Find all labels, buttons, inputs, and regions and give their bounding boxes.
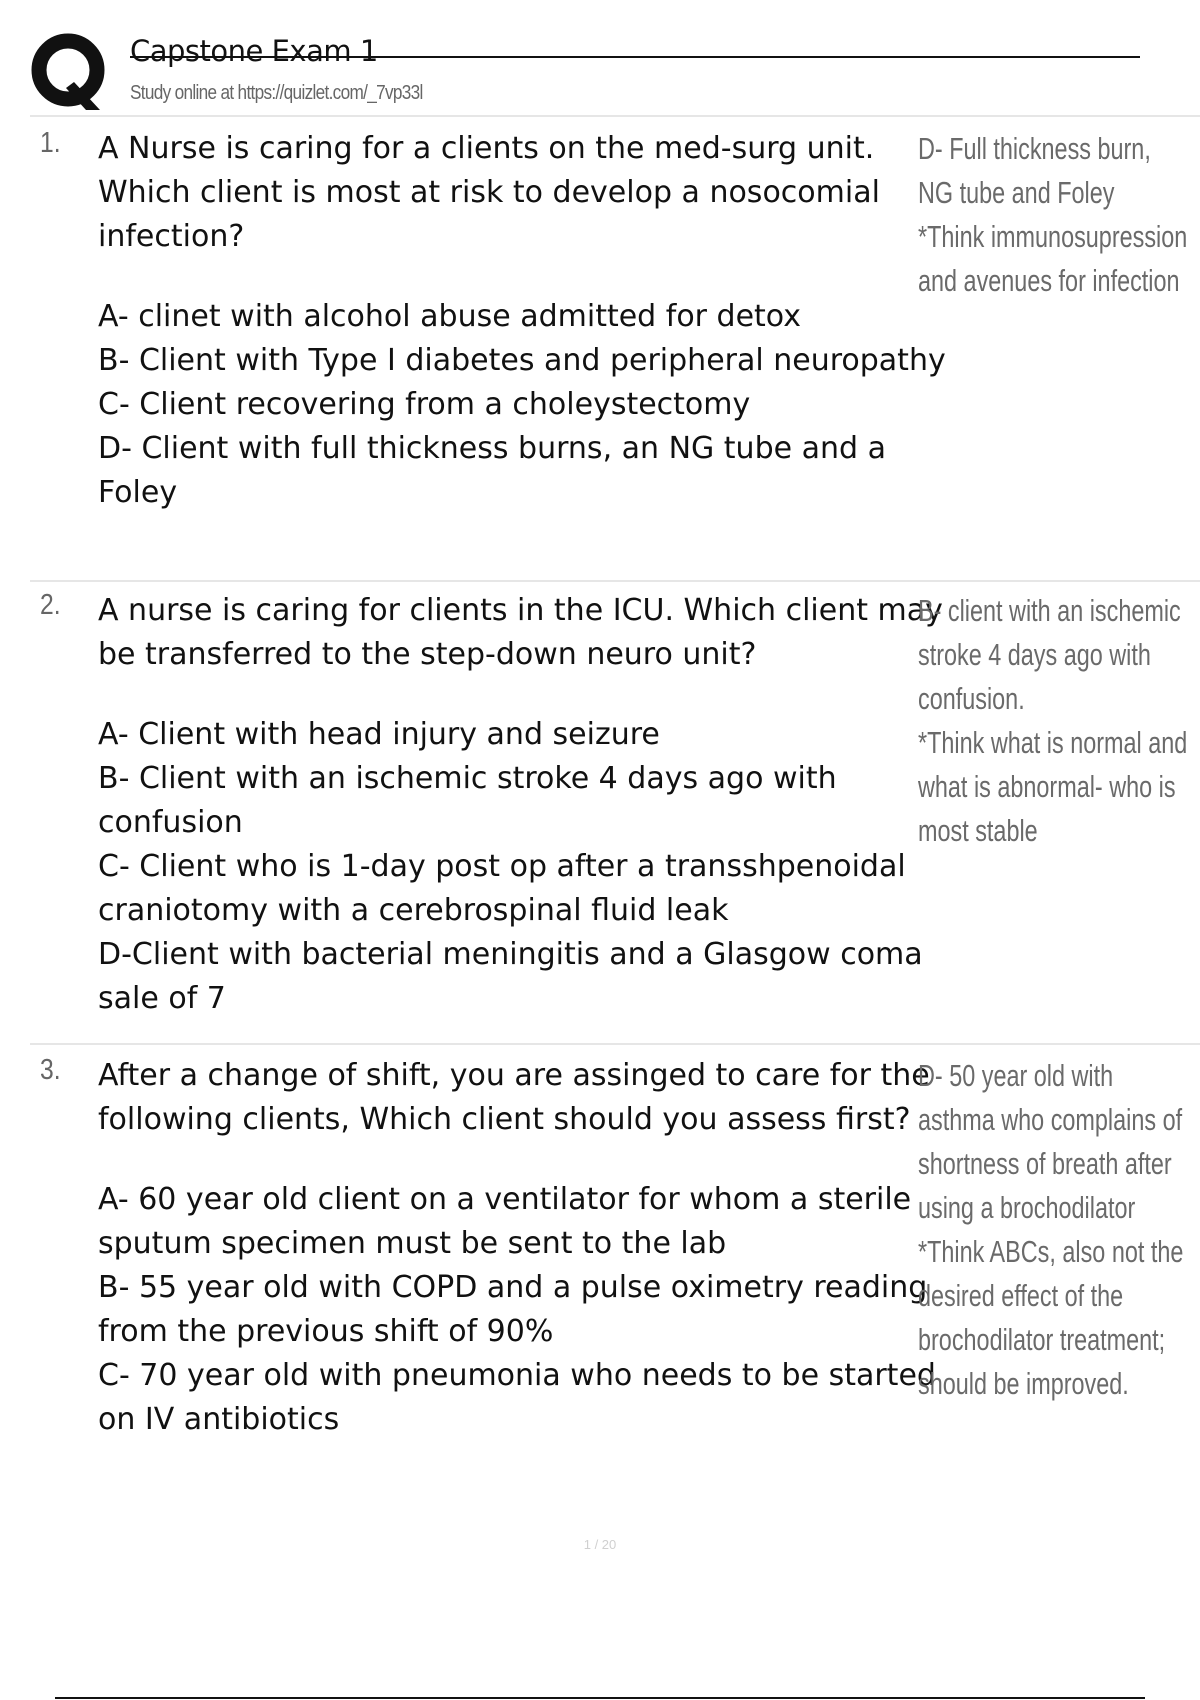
question-card — [30, 127, 1200, 585]
question-prompt: A nurse is caring for clients in the ICU. Which client may be transferred to the step-down neuro unit? — [98, 593, 943, 672]
option-a: A- clinet with alcohol abuse admitted for detox — [98, 299, 801, 334]
rationale-text: *Think what is normal and what is abnormal- who is most stable — [918, 725, 1188, 848]
question-number: 2. — [40, 589, 61, 621]
question-body — [98, 589, 948, 1021]
bottom-divider — [55, 1697, 1145, 1699]
option-c: C- Client who is 1-day post op after a transshpenoidal craniotomy with a cerebrospinal fluid leak — [98, 849, 906, 928]
question-number: 3. — [40, 1054, 61, 1086]
question-prompt: A Nurse is caring for a clients on the med-surg unit. Which client is most at risk to develop a nosocomial infection? — [98, 131, 880, 254]
answer-panel — [918, 127, 1190, 303]
option-c: C- 70 year old with pneumonia who needs to be started on IV antibiotics — [98, 1358, 936, 1437]
answer-text: D- 50 year old with asthma who complains of shortness of breath after using a brochodilator — [918, 1058, 1183, 1225]
quizlet-logo-icon — [30, 30, 112, 112]
document-title: Capstone Exam 1 — [130, 34, 378, 68]
rationale-text: *Think ABCs, also not the desired effect of the brochodilator treatment; should be improved. — [918, 1234, 1184, 1401]
question-card — [30, 589, 1200, 1039]
header-divider — [30, 115, 1200, 117]
option-b: B- Client with an ischemic stroke 4 days ago with confusion — [98, 761, 837, 840]
question-divider — [30, 580, 1200, 582]
answer-text: D- Full thickness burn, NG tube and Foley — [918, 131, 1151, 210]
option-d: D- Client with full thickness burns, an NG tube and a Foley — [98, 431, 886, 510]
option-d: D-Client with bacterial meningitis and a Glasgow coma sale of 7 — [98, 937, 923, 1016]
question-body — [98, 127, 948, 515]
option-a: A- Client with head injury and seizure — [98, 717, 660, 752]
question-prompt: After a change of shift, you are assinged to care for the following clients, Which client should you assess first? — [98, 1058, 930, 1137]
option-list — [98, 1178, 948, 1442]
rationale-text: *Think immunosupression and avenues for infection — [918, 219, 1188, 298]
option-list — [98, 713, 948, 1021]
option-a: A- 60 year old client on a ventilator for whom a sterile sputum specimen must be sent to the lab — [98, 1182, 912, 1261]
answer-text: B- client with an ischemic stroke 4 days ago with confusion. — [918, 593, 1181, 716]
option-b: B- 55 year old with COPD and a pulse oximetry reading from the previous shift of 90% — [98, 1270, 928, 1349]
question-number: 1. — [40, 127, 61, 159]
answer-panel — [918, 589, 1190, 853]
question-body — [98, 1054, 948, 1442]
page-number: 1 / 20 — [583, 1537, 617, 1552]
question-card — [30, 1054, 1200, 1474]
study-online-link[interactable]: Study online at https://quizlet.com/_7vp33l — [130, 82, 423, 104]
answer-panel — [918, 1054, 1190, 1406]
option-b: B- Client with Type I diabetes and peripheral neuropathy — [98, 343, 946, 378]
option-c: C- Client recovering from a choleystectomy — [98, 387, 751, 422]
page-header — [0, 0, 1200, 118]
question-divider — [30, 1043, 1200, 1045]
option-list — [98, 295, 948, 515]
